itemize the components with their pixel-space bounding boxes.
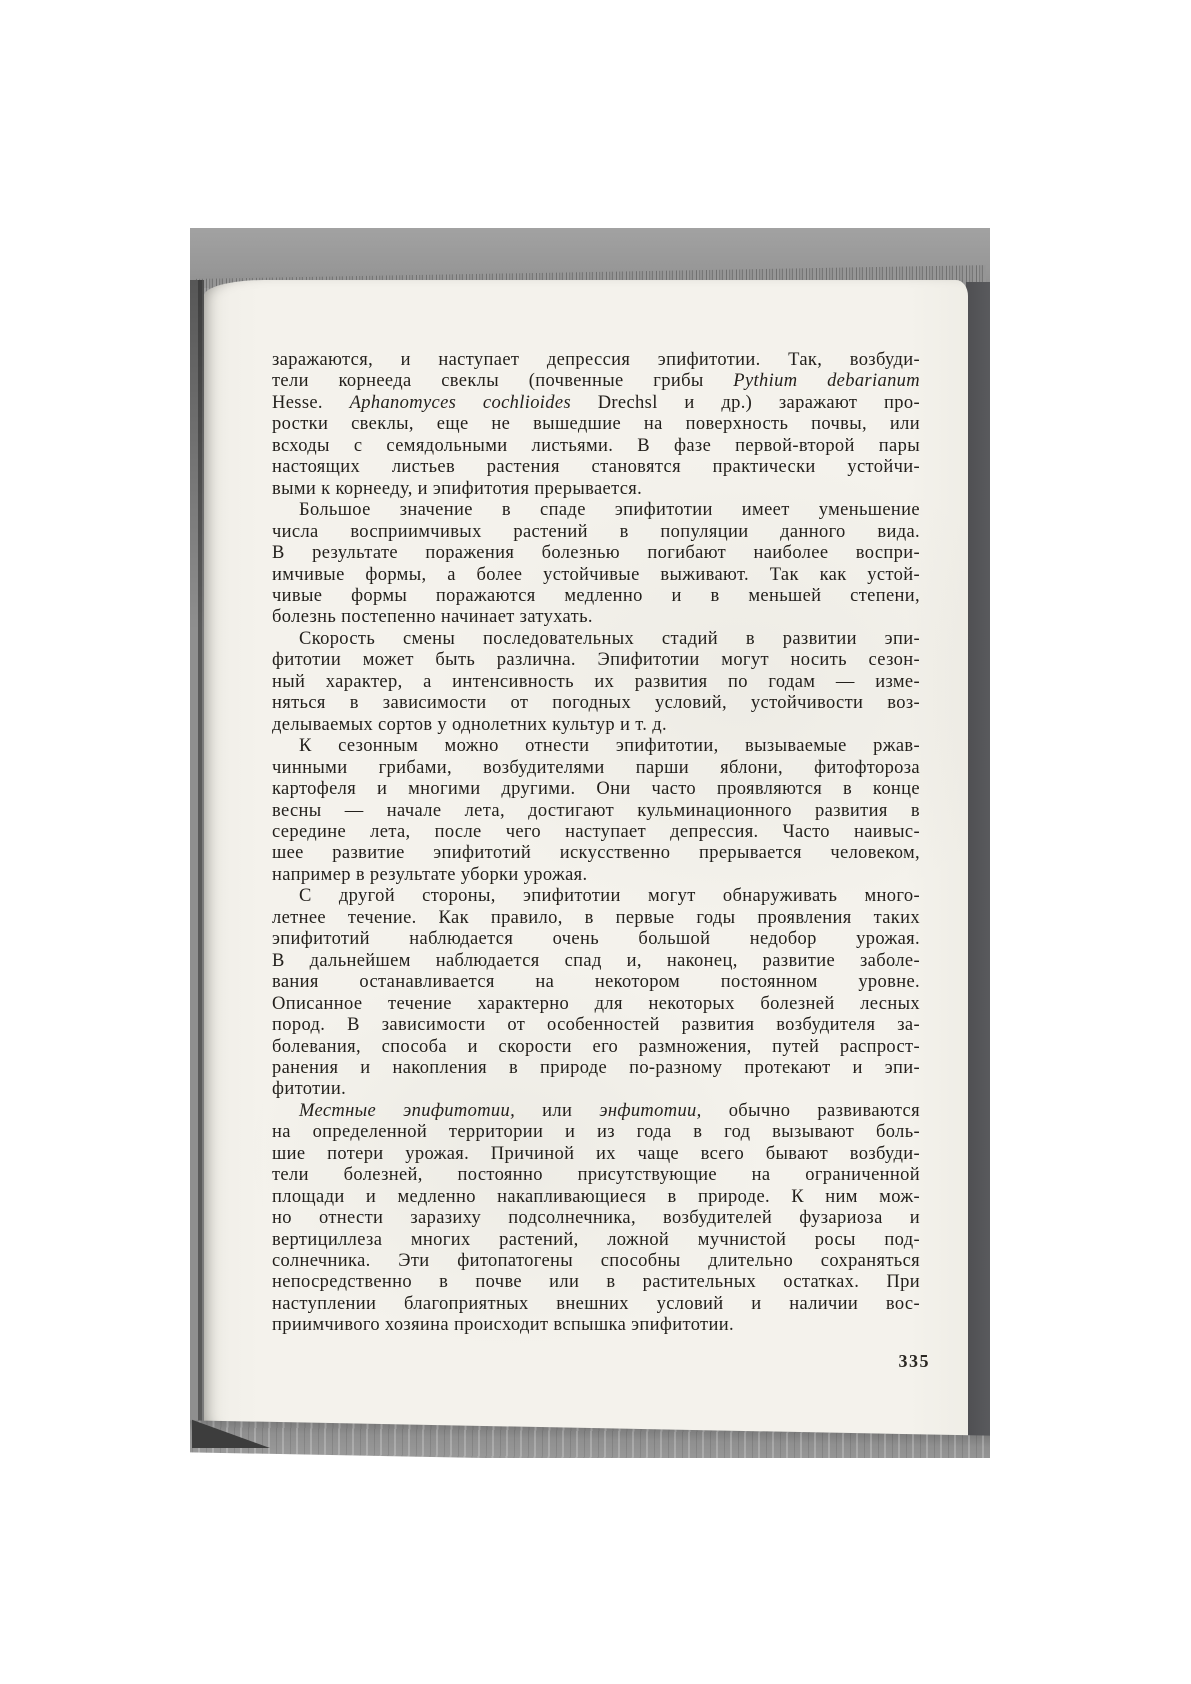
text-segment: Hesse. [272,392,350,413]
text-segment: чивые формы поражаются медленно и в меньшей степени, [272,585,920,606]
text-segment: имчивые формы, а более устойчивые выживают. Так как устой- [272,564,920,585]
text-line [272,1015,920,1036]
text-segment: фитотии может быть различна. Эпифитотии могут носить сезон- [272,650,920,671]
text-segment: Большое значение в спаде эпифитотии имеет уменьшение [299,500,920,521]
text-line [272,1251,920,1272]
text-segment: тели болезней, постоянно присутствующие на ограниченной [272,1165,920,1186]
text-segment: наступлении благоприятных внешних условий и наличии вос- [272,1293,920,1314]
text-segment: К сезонным можно отнести эпифитотии, вызываемые ржав- [299,736,920,757]
text-segment: всходы с семядольными листьями. В фазе первой-второй пары [272,435,920,456]
text-line [272,607,920,628]
text-line [272,650,920,671]
text-line [272,779,920,800]
text-line [272,1230,920,1251]
page-number: 335 [898,1351,930,1371]
text-line [272,1272,920,1293]
text-segment: солнечника. Эти фитопатогены способны длительно сохраняться [272,1251,920,1272]
text-segment: Скорость смены последовательных стадий в развитии эпи- [299,628,920,649]
text-segment: ранения и накопления в природе по-разному протекают и эпи- [272,1057,920,1078]
text-segment: например в результате уборки урожая. [272,864,588,885]
text-line [272,629,920,650]
text-segment: Описанное течение характерно для некоторых болезней лесных [272,993,920,1014]
text-line [272,1079,920,1100]
text-line [272,350,920,371]
text-segment: на определенной территории и из года в год вызывают боль- [272,1122,920,1143]
paragraph [272,886,920,1101]
text-line [272,479,920,500]
paragraph [272,736,920,886]
text-line [272,908,920,929]
paragraph [272,629,920,736]
text-segment: картофеля и многими другими. Они часто проявляются в конце [272,779,920,800]
text-line [272,865,920,886]
text-segment: площади и медленно накапливающиеся в природе. К ним мож- [272,1186,920,1207]
text-segment: ный характер, а интенсивность их развития по годам — изме- [272,671,920,692]
text-segment: болезнь постепенно начинает затухать. [272,607,593,628]
text-segment: весны — начале лета, достигают кульминационного развития в [272,800,920,821]
italic-text-segment: Aphanomyces cochlioides [349,392,572,413]
scan-bottom-margin [190,1458,990,1472]
text-segment: чинными грибами, возбудителями парши яблони, фитофтороза [272,757,920,778]
text-line [272,565,920,586]
text-line [272,822,920,843]
text-segment: обычно развиваются [701,1100,920,1121]
text-segment: шее развитие эпифитотий искусственно прерывается человеком, [272,843,920,864]
text-line [272,801,920,822]
text-line [272,1122,920,1143]
paragraph [272,500,920,629]
paragraph [272,1101,920,1337]
text-line [272,1294,920,1315]
text-line [272,436,920,457]
book-scan [190,228,990,1472]
text-segment: С другой стороны, эпифитотии могут обнаруживать много- [299,886,920,907]
text-line [272,500,920,521]
text-segment: или [515,1100,600,1121]
text-segment: няться в зависимости от погодных условий, устойчивости воз- [272,693,920,714]
italic-text-segment: энфитотии, [599,1100,702,1121]
text-line [272,929,920,950]
text-line [272,543,920,564]
text-segment: вания останавливается на некотором постоянном уровне. [272,972,920,993]
paragraph [272,350,920,500]
text-segment: Drechsl и др.) заражают про- [571,392,920,413]
text-line [272,1037,920,1058]
text-segment: но отнести заразиху подсолнечника, возбудителей фузариоза и [272,1208,920,1229]
text-segment: вертициллеза многих растений, ложной мучнистой росы под- [272,1229,920,1250]
text-segment: В дальнейшем наблюдается спад и, наконец, развитие заболе- [272,950,920,971]
text-line [272,736,920,757]
text-line [272,414,920,435]
text-segment: делываемых сортов у однолетних культур и т. д. [272,714,667,735]
text-segment: шие потери урожая. Причиной их чаще всего бывают возбуди- [272,1143,920,1164]
text-segment: числа восприимчивых растений в популяции данного вида. [272,521,920,542]
book-page [204,280,968,1446]
text-segment: летнее течение. Как правило, в первые годы проявления таких [272,907,920,928]
text-line [272,586,920,607]
text-line [272,693,920,714]
text-line [272,1165,920,1186]
italic-text-segment: Местные эпифитотии, [299,1100,516,1121]
scanner-background-right [966,282,990,1448]
text-segment: выми к корнееду, и эпифитотия прерывается. [272,478,643,499]
text-segment: ростки свеклы, еще не вышедшие на поверхность почвы, или [272,414,920,435]
text-line [272,1144,920,1165]
text-segment: фитотии. [272,1079,347,1100]
text-line [272,1315,920,1336]
text-line [272,715,920,736]
text-segment: В результате поражения болезнью погибают наиболее воспри- [272,543,920,564]
text-line [272,1187,920,1208]
text-segment: эпифитотий наблюдается очень большой недобор урожая. [272,929,920,950]
text-segment: пород. В зависимости от особенностей развития возбудителя за- [272,1015,920,1036]
italic-text-segment: Pythium debarianum [733,371,920,392]
text-line [272,393,920,414]
text-line [272,843,920,864]
page-text [272,350,920,1337]
text-line [272,972,920,993]
text-segment: заражаются, и наступает депрессия эпифитотии. Так, возбуди- [272,350,920,370]
text-segment: настоящих листьев растения становятся практически устойчи- [272,457,920,478]
text-segment: тели корнееда свеклы (почвенные грибы [272,371,734,392]
text-line [272,951,920,972]
text-line [272,886,920,907]
text-line [272,522,920,543]
text-line [272,758,920,779]
text-line [272,457,920,478]
book-spine-shadow [190,280,204,1446]
text-line [272,994,920,1015]
text-line [272,1208,920,1229]
text-segment: середине лета, после чего наступает депрессия. Часто наивыс- [272,821,920,842]
text-segment: болевания, способа и скорости его размножения, путей распрост- [272,1036,920,1057]
text-segment: приимчивого хозяина происходит вспышка эпифитотии. [272,1315,734,1336]
text-segment: непосредственно в почве или в растительных остатках. При [272,1272,920,1293]
text-line [272,371,920,392]
text-line [272,1058,920,1079]
text-line [272,672,920,693]
text-line [272,1101,920,1122]
